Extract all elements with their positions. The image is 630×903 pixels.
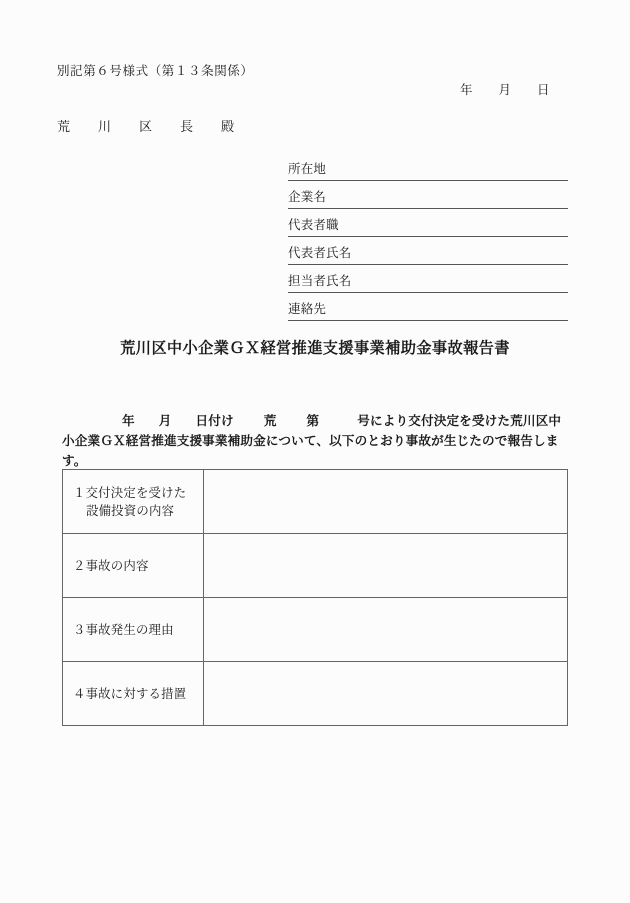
field-label-representative-title: 代表者職 [288,217,339,232]
field-value-representative-title[interactable] [339,218,568,236]
field-value-contact-info[interactable] [326,302,568,320]
table-label-investment-content [63,470,204,534]
table-label-line-2: 設備投資の内容 [86,503,175,518]
field-value-representative-name[interactable] [352,246,568,264]
table-label-accident-measures [63,662,204,726]
field-row-representative-title[interactable] [288,214,568,237]
body-number-label: 第 [306,414,320,428]
body-number-suffix: 号により交付決定を受けた荒川区中小 [62,414,562,448]
field-value-company-name[interactable] [326,190,568,208]
table-row [63,534,568,598]
form-number-label: 別記第６号様式（第１３条関係） [57,64,254,78]
body-doc-prefix: 荒 [263,414,277,428]
table-label-accident-content [63,534,204,598]
field-label-representative-name: 代表者氏名 [288,245,352,260]
field-label-company-name: 企業名 [288,189,327,204]
field-value-location[interactable] [326,162,568,180]
body-year-label: 年 [122,414,135,428]
body-paragraph [62,411,568,471]
field-row-company-name[interactable] [288,186,568,209]
date-month-label: 月 [498,83,512,97]
body-month-label: 月 [158,414,172,428]
table-value-accident-content[interactable] [204,534,568,598]
table-label-line-1: ２事故の内容 [73,558,149,573]
date-year-label: 年 [460,83,473,97]
table-label-line-1: ３事故発生の理由 [73,622,174,637]
field-row-contact-info[interactable] [288,298,568,321]
field-row-representative-name[interactable] [288,242,568,265]
body-line-2: 企業ＧＸ経営推進支援事業補助金について、以下のとおり事故が生じたので報告します。 [62,434,559,468]
date-day-label: 日 [537,83,550,97]
table-value-accident-measures[interactable] [204,662,568,726]
table-value-accident-reason[interactable] [204,598,568,662]
field-label-location: 所在地 [288,161,327,176]
table-row [63,598,568,662]
table-label-line-1: ４事故に対する措置 [73,686,187,701]
field-row-contact-person-name[interactable] [288,270,568,293]
field-label-contact-person-name: 担当者氏名 [288,273,352,288]
document-title: 荒川区中小企業ＧＸ経営推進支援事業補助金事故報告書 [120,340,510,357]
applicant-info-block [288,158,568,326]
submission-date-line [460,80,550,98]
field-value-contact-person-name[interactable] [352,274,568,292]
table-label-line-1: １交付決定を受けた [73,485,187,500]
field-row-location[interactable] [288,158,568,181]
table-row [63,470,568,534]
table-label-accident-reason [63,598,204,662]
field-label-contact-info: 連絡先 [288,301,327,316]
table-value-investment-content[interactable] [204,470,568,534]
body-day-suffix: 日付け [195,414,234,428]
accident-report-table [62,469,568,726]
table-row [63,662,568,726]
addressee-line: 荒 川 区 長 殿 [57,119,242,134]
